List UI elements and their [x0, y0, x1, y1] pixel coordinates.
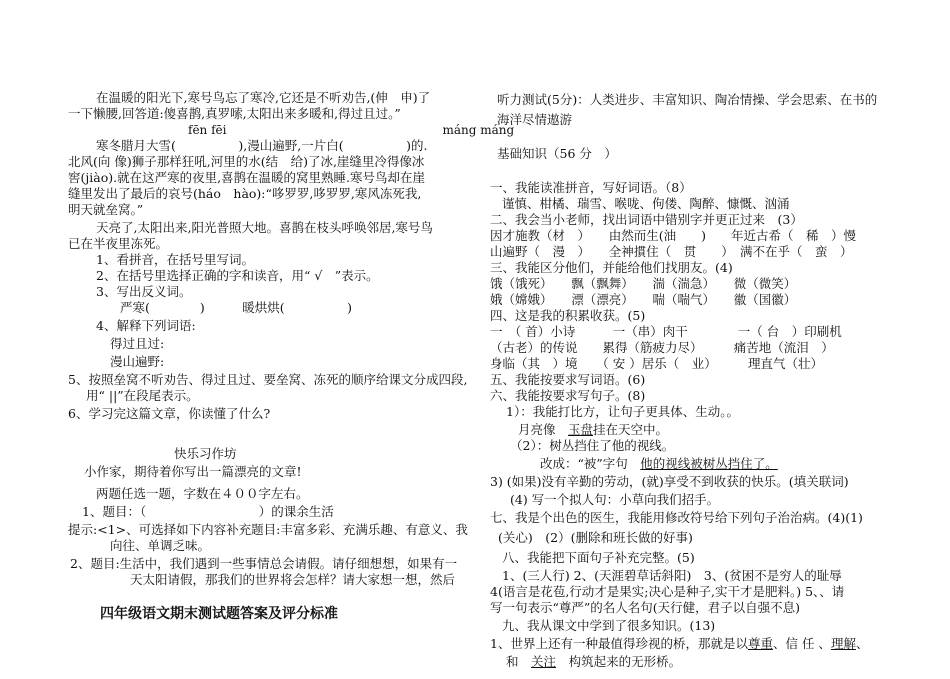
section-2-line: 因才施教（材 ） 由然而生(油 ) 年近古希（ 稀 ）慢: [490, 228, 857, 243]
composition-hint: 提示:<1>、可选择如下内容补充题目:丰富多彩、充满乐趣、有意义、我: [68, 522, 468, 537]
section-4-line: 一 （ 首）小诗 一（串）肉干 一（ 台 ）印刷机: [490, 324, 842, 339]
question-5: 5、按照垒窝不听劝告、得过且过、要垒窝、冻死的顺序给课文分成四段,: [68, 372, 468, 387]
question-1: 1、看拼音，在括号里写词。: [96, 252, 254, 267]
answer-underlined: 尊重: [747, 636, 773, 651]
listening-line-cont: 海洋尽情遨游: [497, 112, 573, 127]
answer-underlined: 关注: [531, 654, 557, 669]
section-4-line: 身临（其 ）境 （ 安 ）居乐（ 业） 理直气（壮）: [490, 356, 823, 371]
answer-underlined: 玉盘: [568, 422, 594, 437]
section-3-line: 饿（饿死） 飘（飘舞） 湍（湍急） 微（微笑）: [490, 276, 797, 291]
section-5-title: 五、我能按要求写词语。(6): [490, 372, 646, 387]
term-1: 得过且过:: [110, 336, 165, 351]
section-6-line: [518, 422, 668, 438]
reading-line: 明天就垒窝。”: [68, 202, 144, 217]
section-7-line: (关心) (2）(删除和班长做的好事): [498, 530, 693, 545]
reading-line: 一下懒腰,回答道:傻喜鹊,真罗嗦,太阳出来多暖和,得过且过。”: [68, 106, 401, 121]
section-6-title: 六、我能按要求写句子。(8): [490, 388, 646, 403]
reading-line: 已在半夜里冻死。: [68, 236, 169, 251]
question-4: 4、解释下列词语:: [96, 318, 196, 333]
section-4-line: （古老）的传说 累得（筋疲力尽） 痛苦地（流泪 ）: [490, 340, 834, 355]
composition-topic-2-cont: 天太阳请假，那我们的世界将会怎样？请大家想一想，然后: [130, 572, 456, 587]
question-6: 6、学习完这篇文章，你读懂了什么?: [68, 406, 271, 421]
question-3: 3、写出反义词。: [96, 284, 192, 299]
composition-intro: 小作家，期待着你写出一篇漂亮的文章!: [84, 464, 302, 479]
reading-line: 北风(向 像)狮子那样狂吼,河里的水(结 给)了冰,崖缝里冷得像冰: [68, 154, 425, 169]
sentence-suffix: 挂在天空中。: [593, 422, 669, 437]
section-6-line: 1）：我能打比方，让句子更具体、生动。。: [506, 404, 739, 419]
term-2: 漫山遍野:: [110, 354, 165, 369]
section-7-title: 七、我是个出色的医生，我能用修改符号给下列句子治治病。(4)(1): [490, 510, 863, 525]
composition-rule: 两题任选一题，字数在４００字左右。: [96, 486, 309, 501]
answer-key-title: 四年级语文期末测试题答案及评分标准: [100, 606, 338, 622]
section-2-line: 山遍野（ 漫 ） 全神摜住（ 贯 ） 满不在乎（ 蛮 ）: [490, 244, 853, 259]
section-9-title: 九、我从课文中学到了很多知识。(13): [502, 618, 716, 633]
section-6-line: 3) (如果)没有辛勤的劳动，(就)享受不到收获的快乐。(填关联词): [490, 474, 849, 489]
pinyin-line: fēn fēi máng máng: [188, 123, 515, 137]
section-1-title: 一、我能读准拼音，写好词语。（8）: [490, 180, 692, 195]
section-4-title: 四、这是我的积累收获。(5): [490, 308, 646, 323]
section-2-title: 二、我会当小老师，找出词语中错别字并更正过来 (3）: [490, 212, 803, 227]
basic-knowledge-title: 基础知识（56 分 ）: [497, 146, 617, 161]
reading-line: 寒冬腊月大雪( ),漫山遍野,一片白( )的.: [96, 138, 428, 153]
reading-line: 天亮了,太阳出来,阳光普照大地。喜鹊在枝头呼唤邻居,寒号鸟: [96, 220, 433, 235]
section-3-line: 娥（嫦娥） 漂（漂亮） 喘（喘气） 徽（国徽）: [490, 292, 797, 307]
sentence-prefix: 和: [506, 654, 519, 669]
reading-line: 窖(jiào).就在这严寒的夜里,喜鹊在温暖的窝里熟睡.寒号鸟却在崖: [68, 170, 426, 185]
section-8-line: 写一句表示“尊严”的名人名句(天行健，君子以自强不息): [490, 600, 801, 615]
composition-heading: 快乐习作坊: [174, 446, 237, 461]
composition-topic-1: 1、题目：（ ）的课余生活: [82, 504, 334, 519]
question-2: 2、在括号里选择正确的字和读音，用“ √ ”表示。: [96, 268, 379, 283]
sentence-prefix: 月亮像: [518, 422, 569, 437]
sentence-suffix: 构筑起来的无形桥。: [568, 654, 682, 669]
section-6-line: (4) 写一个拟人句：小草向我们招手。: [510, 492, 720, 507]
sentence-prefix: 改成：“被”字句: [540, 456, 641, 471]
listening-line: 听力测试(5分)：人类进步、丰富知识、陶冶情操、学会思索、在书的: [497, 92, 878, 107]
section-1-words: 谨慎、柑橘、瑞雪、喉咙、佝偻、陶醉、慷慨、汹涌: [502, 196, 790, 211]
sentence-middle: 、信 任 、: [772, 636, 831, 651]
section-9-line: [506, 654, 681, 670]
answer-underlined: 理解: [830, 636, 856, 651]
reading-line: 在温暖的阳光下,寒号鸟忘了寒冷,它还是不听劝告,(伸 申)了: [96, 90, 431, 105]
sentence-prefix: 1、世界上还有一种最值得珍视的桥，那就是以: [490, 636, 748, 651]
section-9-line: [490, 636, 868, 652]
question-5-cont: 用“ ||”在段尾表示。: [86, 388, 199, 403]
section-8-line: 1、(三人行) 2、(天涯碧草话斜阳) 3、(贫困不是穷人的耻辱: [502, 568, 842, 583]
reading-line: 缝里发出了最后的哀号(háo hào):“哆罗罗,哆罗罗,寒风冻死我,: [68, 186, 422, 201]
antonym-line: 严寒( ) 暖烘烘( ): [120, 300, 353, 315]
composition-hint-cont: 向往、单调乏味。: [110, 538, 211, 553]
section-8-line: 4(语言是花苞,行动才是果实;决心是种子,实干才是肥料。) 5、、请: [490, 584, 845, 599]
section-8-title: 八、我能把下面句子补充完整。(5): [502, 550, 695, 565]
composition-topic-2: 2、题目:生活中，我们遇到一些事情总会请假。请仔细想想，如果有一: [70, 556, 458, 571]
section-3-title: 三、我能区分他们，并能给他们找朋友。(4): [490, 260, 733, 275]
sentence-suffix: 、: [855, 636, 869, 651]
section-6-line: （2）：树丛挡住了他的视线。: [510, 438, 675, 453]
answer-underlined: 他的视线被树丛挡住了。: [640, 456, 778, 471]
section-6-line: [540, 456, 778, 472]
